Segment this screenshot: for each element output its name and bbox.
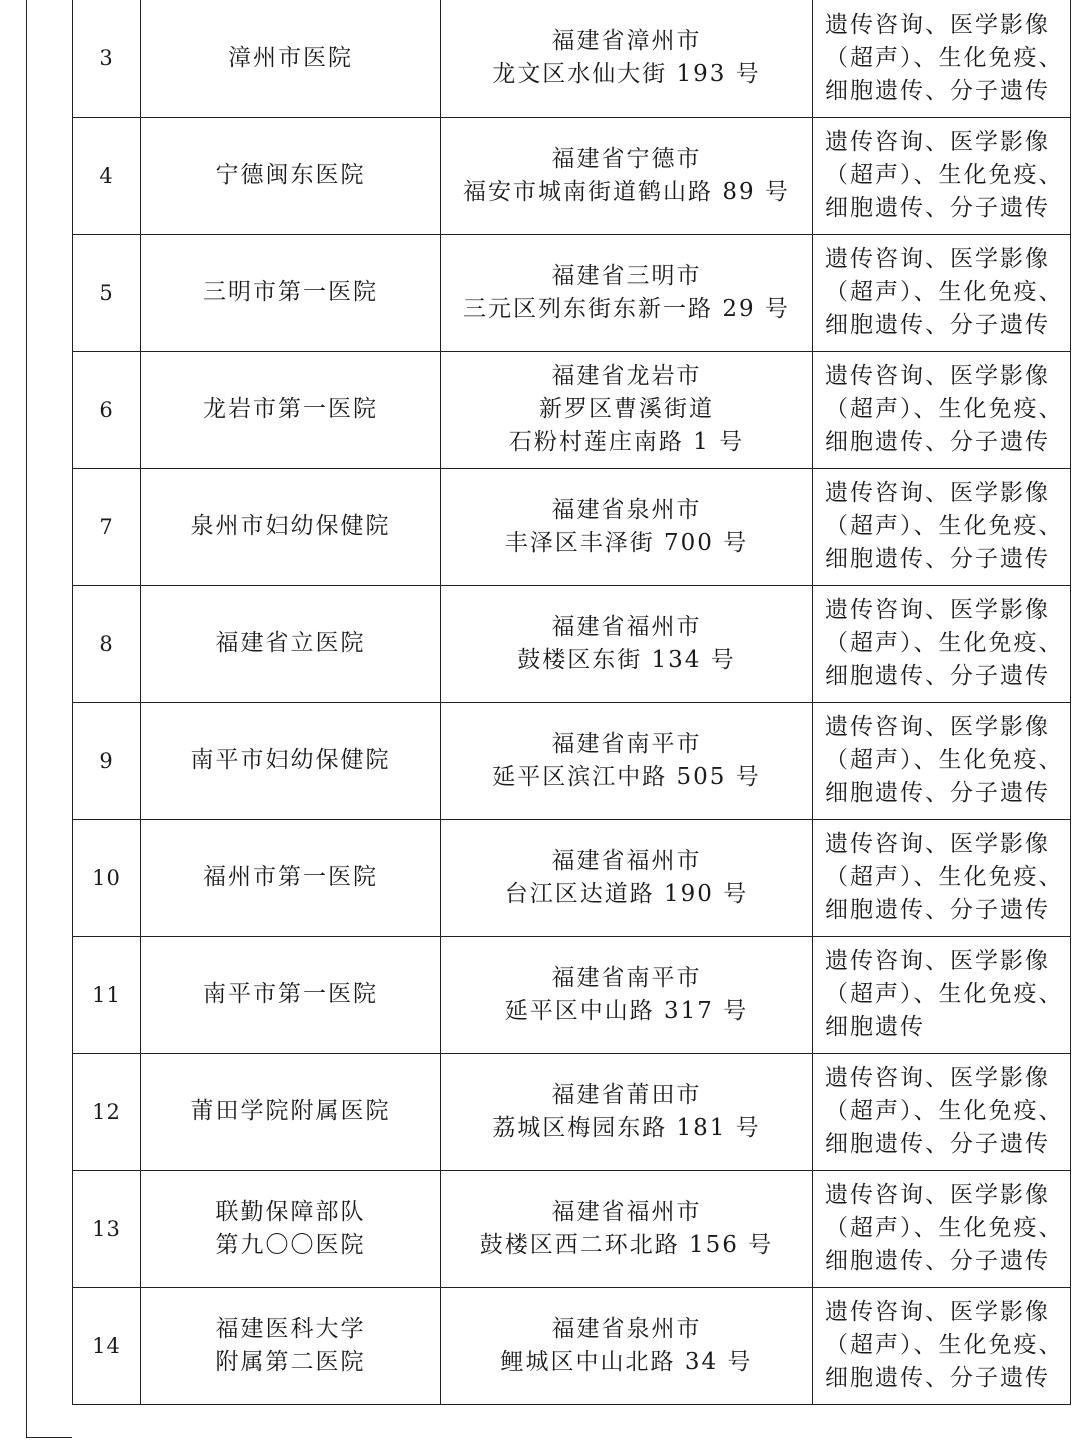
- cell-line: 遗传咨询、医学影像: [825, 1299, 1050, 1325]
- cell-line: 细胞遗传、分子遗传: [825, 77, 1050, 104]
- hospital-table: [72, 0, 1071, 1405]
- cell-line: （超声）、生化免疫、: [825, 747, 1064, 773]
- cell-line: 遗传咨询、医学影像: [825, 363, 1050, 389]
- hospital-services: [813, 1287, 1071, 1404]
- cell-line: 福建省立医院: [215, 630, 366, 656]
- cell-line: 细胞遗传、分子遗传: [825, 429, 1050, 455]
- cell-line: （超声）、生化免疫、: [825, 396, 1064, 422]
- table-row: [73, 0, 1071, 117]
- cell-line: 遗传咨询、医学影像: [825, 597, 1050, 623]
- cell-line: 细胞遗传: [825, 1014, 925, 1040]
- hospital-name: [141, 585, 441, 702]
- merged-left-column: [26, 0, 72, 1438]
- cell-line: 延平区中山路 317 号: [504, 997, 749, 1024]
- table-row: [73, 1287, 1071, 1404]
- hospital-address: [441, 1287, 813, 1404]
- cell-line: 细胞遗传、分子遗传: [825, 1365, 1050, 1391]
- cell-line: 细胞遗传、分子遗传: [825, 1131, 1050, 1157]
- table-row: [73, 1170, 1071, 1287]
- cell-line: 鼓楼区东街 134 号: [517, 646, 736, 673]
- row-number: 13: [73, 1170, 141, 1287]
- cell-line: 福建省福州市: [551, 847, 702, 874]
- table-row: [73, 936, 1071, 1053]
- cell-line: （超声）、生化免疫、: [825, 44, 1064, 71]
- hospital-name: [141, 468, 441, 585]
- cell-line: 遗传咨询、医学影像: [825, 246, 1050, 272]
- hospital-address: [441, 468, 813, 585]
- cell-line: 联勤保障部队: [215, 1198, 366, 1225]
- hospital-address: [441, 234, 813, 351]
- cell-line: 南平市妇幼保健院: [190, 747, 391, 773]
- row-number: 9: [73, 702, 141, 819]
- hospital-address: [441, 351, 813, 468]
- row-number: 10: [73, 819, 141, 936]
- cell-line: （超声）、生化免疫、: [825, 1098, 1064, 1124]
- hospital-address: [441, 819, 813, 936]
- table-row: [73, 468, 1071, 585]
- cell-line: （超声）、生化免疫、: [825, 981, 1064, 1007]
- cell-line: 福建省南平市: [551, 730, 702, 757]
- hospital-name: [141, 702, 441, 819]
- table-row: [73, 351, 1071, 468]
- cell-line: 附属第二医院: [215, 1348, 366, 1375]
- hospital-name: [141, 1170, 441, 1287]
- cell-line: 福建医科大学: [215, 1315, 366, 1342]
- hospital-services: [813, 351, 1071, 468]
- cell-line: （超声）、生化免疫、: [825, 162, 1064, 188]
- hospital-name: [141, 936, 441, 1053]
- cell-line: 龙文区水仙大街 193 号: [492, 61, 761, 88]
- cell-line: 福州市第一医院: [203, 864, 378, 890]
- hospital-services: [813, 819, 1071, 936]
- cell-line: 泉州市妇幼保健院: [190, 513, 391, 539]
- row-number: 14: [73, 1287, 141, 1404]
- hospital-services: [813, 117, 1071, 234]
- hospital-address: [441, 702, 813, 819]
- row-number: 3: [73, 0, 141, 117]
- cell-line: （超声）、生化免疫、: [825, 1332, 1064, 1358]
- cell-line: 福建省宁德市: [551, 145, 702, 172]
- hospital-services: [813, 1053, 1071, 1170]
- hospital-services: [813, 585, 1071, 702]
- cell-line: 三明市第一医院: [203, 279, 378, 305]
- hospital-name: [141, 351, 441, 468]
- cell-line: 遗传咨询、医学影像: [825, 1065, 1050, 1091]
- cell-line: 福建省三明市: [551, 262, 702, 289]
- cell-line: 漳州市医院: [228, 44, 353, 71]
- row-number: 12: [73, 1053, 141, 1170]
- row-number: 5: [73, 234, 141, 351]
- hospital-name: [141, 1053, 441, 1170]
- cell-line: （超声）、生化免疫、: [825, 630, 1064, 656]
- hospital-services: [813, 468, 1071, 585]
- cell-line: 鲤城区中山北路 34 号: [500, 1348, 753, 1375]
- table-row: [73, 702, 1071, 819]
- table-body: [73, 0, 1071, 1404]
- hospital-name: [141, 819, 441, 936]
- cell-line: 遗传咨询、医学影像: [825, 831, 1050, 857]
- cell-line: 福建省漳州市: [551, 28, 702, 55]
- cell-line: 第九〇〇医院: [215, 1231, 366, 1258]
- hospital-address: [441, 117, 813, 234]
- cell-line: 丰泽区丰泽街 700 号: [504, 529, 749, 556]
- cell-line: （超声）、生化免疫、: [825, 864, 1064, 890]
- row-number: 11: [73, 936, 141, 1053]
- cell-line: 细胞遗传、分子遗传: [825, 1248, 1050, 1274]
- cell-line: 荔城区梅园东路 181 号: [492, 1114, 761, 1141]
- cell-line: 遗传咨询、医学影像: [825, 480, 1050, 506]
- cell-line: 莆田学院附属医院: [190, 1098, 391, 1124]
- cell-line: 遗传咨询、医学影像: [825, 11, 1050, 38]
- cell-line: 延平区滨江中路 505 号: [492, 763, 761, 790]
- cell-line: 鼓楼区西二环北路 156 号: [479, 1231, 774, 1258]
- hospital-name: [141, 1287, 441, 1404]
- cell-line: 石粉村莲庄南路 1 号: [508, 429, 745, 455]
- hospital-services: [813, 234, 1071, 351]
- cell-line: （超声）、生化免疫、: [825, 1215, 1064, 1241]
- table-row: [73, 117, 1071, 234]
- row-number: 7: [73, 468, 141, 585]
- cell-line: 细胞遗传、分子遗传: [825, 780, 1050, 806]
- cell-line: 福建省福州市: [551, 1198, 702, 1225]
- table-row: [73, 819, 1071, 936]
- cell-line: 福安市城南街道鹤山路 89 号: [463, 178, 790, 205]
- cell-line: 福建省福州市: [551, 613, 702, 640]
- cell-line: 细胞遗传、分子遗传: [825, 663, 1050, 689]
- table-row: [73, 1053, 1071, 1170]
- hospital-services: [813, 702, 1071, 819]
- hospital-address: [441, 936, 813, 1053]
- cell-line: 福建省龙岩市: [551, 363, 702, 389]
- cell-line: 细胞遗传、分子遗传: [825, 897, 1050, 923]
- hospital-address: [441, 0, 813, 117]
- cell-line: 台江区达道路 190 号: [504, 880, 749, 907]
- cell-line: 福建省泉州市: [551, 1315, 702, 1342]
- row-number: 8: [73, 585, 141, 702]
- cell-line: 细胞遗传、分子遗传: [825, 546, 1050, 572]
- cell-line: 遗传咨询、医学影像: [825, 129, 1050, 155]
- table-row: [73, 234, 1071, 351]
- cell-line: 遗传咨询、医学影像: [825, 1182, 1050, 1208]
- cell-line: 细胞遗传、分子遗传: [825, 312, 1050, 338]
- cell-line: 宁德闽东医院: [215, 162, 366, 188]
- cell-line: （超声）、生化免疫、: [825, 279, 1064, 305]
- hospital-name: [141, 0, 441, 117]
- cell-line: （超声）、生化免疫、: [825, 513, 1064, 539]
- cell-line: 新罗区曹溪街道: [539, 396, 714, 422]
- row-number: 6: [73, 351, 141, 468]
- cell-line: 福建省泉州市: [551, 496, 702, 523]
- cell-line: 南平市第一医院: [203, 981, 378, 1007]
- hospital-services: [813, 936, 1071, 1053]
- cell-line: 遗传咨询、医学影像: [825, 714, 1050, 740]
- hospital-name: [141, 234, 441, 351]
- hospital-address: [441, 1053, 813, 1170]
- row-number: 4: [73, 117, 141, 234]
- hospital-address: [441, 585, 813, 702]
- cell-line: 福建省南平市: [551, 964, 702, 991]
- cell-line: 三元区列东街东新一路 29 号: [463, 295, 790, 322]
- cell-line: 细胞遗传、分子遗传: [825, 195, 1050, 221]
- cell-line: 福建省莆田市: [551, 1081, 702, 1108]
- hospital-services: [813, 0, 1071, 117]
- cell-line: 遗传咨询、医学影像: [825, 948, 1050, 974]
- table-row: [73, 585, 1071, 702]
- hospital-address: [441, 1170, 813, 1287]
- cell-line: 龙岩市第一医院: [203, 396, 378, 422]
- hospital-name: [141, 117, 441, 234]
- hospital-services: [813, 1170, 1071, 1287]
